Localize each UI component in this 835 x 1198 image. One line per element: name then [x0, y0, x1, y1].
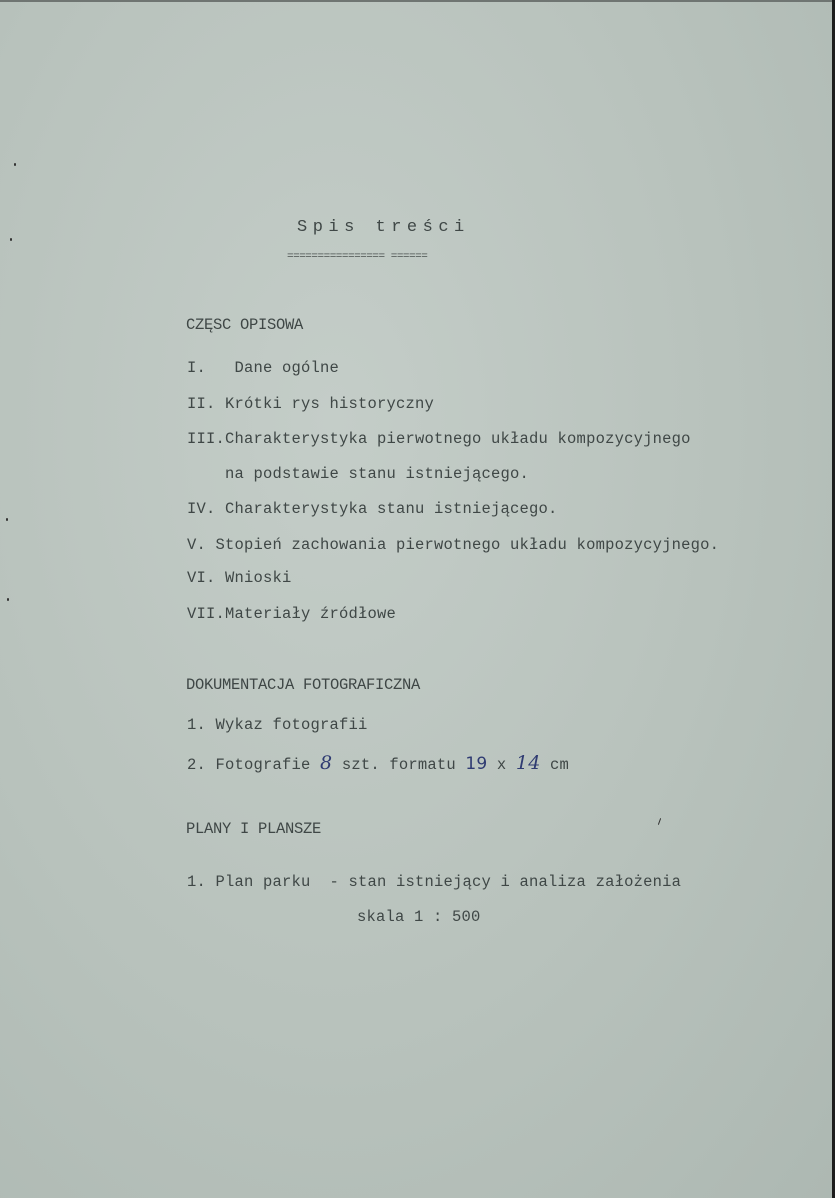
toc-item: V. Stopień zachowania pierwotnego układu kompozycyjnego.: [187, 536, 720, 554]
paper-speck: [7, 598, 9, 601]
photo-width-handwritten: 19: [465, 754, 488, 774]
toc-item: II. Krótki rys historyczny: [187, 395, 435, 413]
page-title: Spis treści: [297, 218, 470, 237]
toc-item: I. Dane ogólne: [187, 359, 340, 377]
paper-speck: [14, 163, 16, 166]
toc-item-photos: [187, 752, 569, 774]
section-heading-foto: DOKUMENTACJA FOTOGRAFICZNA: [186, 676, 421, 694]
toc-item: na podstawie stanu istniejącego.: [187, 465, 530, 483]
photos-unit: cm: [540, 756, 570, 774]
toc-item: IV. Charakterystyka stanu istniejącego.: [187, 500, 558, 518]
photos-x: x: [487, 756, 516, 774]
paper-speck: [10, 238, 12, 241]
page-top-edge: [0, 0, 835, 2]
toc-item: VII.Materiały źródłowe: [187, 605, 397, 623]
toc-item: III.Charakterystyka pierwotnego układu kompozycyjnego: [187, 430, 691, 448]
section-heading-opisowa: CZĘSC OPISOWA: [186, 316, 304, 334]
title-underline: ================ ======: [287, 251, 428, 263]
toc-item: VI. Wnioski: [187, 569, 292, 587]
photos-mid: szt. formatu: [332, 756, 466, 774]
photo-count-handwritten: 8: [320, 752, 333, 774]
toc-item: 1. Plan parku - stan istniejący i analiza założenia: [187, 873, 682, 891]
toc-item: 1. Wykaz fotografii: [187, 716, 368, 734]
plan-scale: skala 1 : 500: [357, 908, 481, 926]
section-heading-plany: PLANY I PLANSZE: [186, 820, 322, 838]
photos-prefix: 2. Fotografie: [187, 756, 321, 774]
paper-speck: [6, 518, 8, 521]
photo-height-handwritten: 14: [515, 752, 541, 774]
pencil-mark: [658, 818, 661, 825]
